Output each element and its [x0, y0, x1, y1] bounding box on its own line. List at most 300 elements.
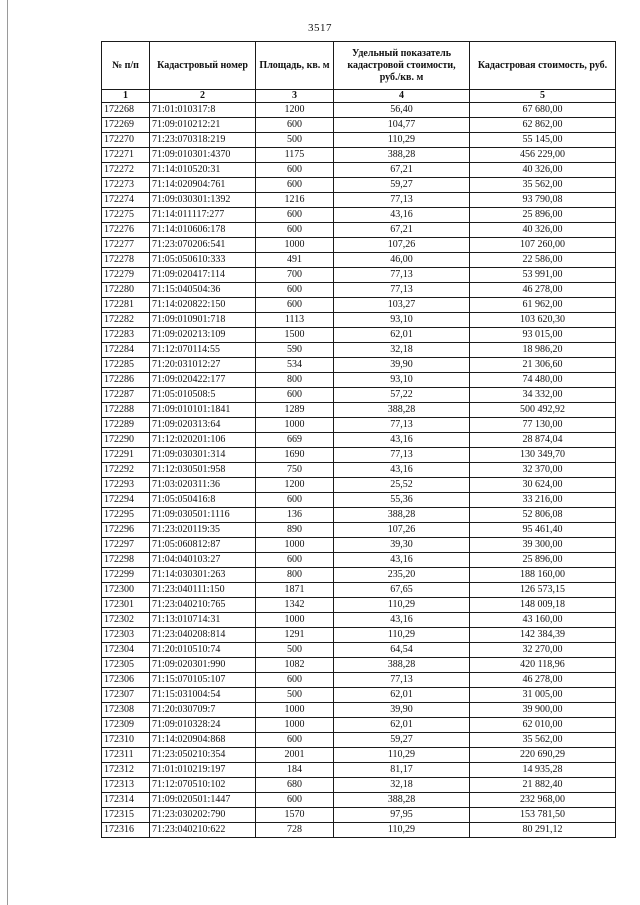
cadastral-number-cell: 71:12:070114:55 — [150, 343, 256, 358]
row-number-cell: 172309 — [102, 718, 150, 733]
area-cell: 890 — [256, 523, 334, 538]
cadastral-cost-cell: 77 130,00 — [470, 418, 616, 433]
column-number: 3 — [256, 90, 334, 103]
cadastral-cost-cell: 93 015,00 — [470, 328, 616, 343]
area-cell: 136 — [256, 508, 334, 523]
unit-value-cell: 110,29 — [334, 748, 470, 763]
cadastral-number-cell: 71:09:020213:109 — [150, 328, 256, 343]
row-number-cell: 172311 — [102, 748, 150, 763]
cadastral-number-cell: 71:04:040103:27 — [150, 553, 256, 568]
unit-value-cell: 110,29 — [334, 133, 470, 148]
unit-value-cell: 46,00 — [334, 253, 470, 268]
row-number-cell: 172276 — [102, 223, 150, 238]
table-row — [102, 328, 616, 343]
table-row — [102, 208, 616, 223]
cadastral-cost-cell: 21 882,40 — [470, 778, 616, 793]
unit-value-cell: 25,52 — [334, 478, 470, 493]
row-number-cell: 172310 — [102, 733, 150, 748]
cadastral-number-cell: 71:05:060812:87 — [150, 538, 256, 553]
area-cell: 500 — [256, 133, 334, 148]
area-cell: 590 — [256, 343, 334, 358]
cadastral-cost-cell: 46 278,00 — [470, 283, 616, 298]
row-number-cell: 172299 — [102, 568, 150, 583]
row-number-cell: 172272 — [102, 163, 150, 178]
unit-value-cell: 110,29 — [334, 628, 470, 643]
area-cell: 1175 — [256, 148, 334, 163]
header-row-number: № п/п — [102, 42, 150, 90]
unit-value-cell: 32,18 — [334, 343, 470, 358]
table-row — [102, 373, 616, 388]
cadastral-number-cell: 71:09:030301:1392 — [150, 193, 256, 208]
header-cadastral-cost: Кадастровая стоимость, руб. — [470, 42, 616, 90]
table-row — [102, 403, 616, 418]
unit-value-cell: 77,13 — [334, 193, 470, 208]
cadastral-number-cell: 71:23:070206:541 — [150, 238, 256, 253]
cadastral-number-cell: 71:14:010606:178 — [150, 223, 256, 238]
row-number-cell: 172281 — [102, 298, 150, 313]
area-cell: 1000 — [256, 718, 334, 733]
cadastral-number-cell: 71:14:020904:761 — [150, 178, 256, 193]
row-number-cell: 172286 — [102, 373, 150, 388]
area-cell: 1216 — [256, 193, 334, 208]
row-number-cell: 172287 — [102, 388, 150, 403]
row-number-cell: 172294 — [102, 493, 150, 508]
cadastral-number-cell: 71:12:020201:106 — [150, 433, 256, 448]
unit-value-cell: 43,16 — [334, 433, 470, 448]
table-row — [102, 148, 616, 163]
cadastral-cost-cell: 35 562,00 — [470, 178, 616, 193]
unit-value-cell: 388,28 — [334, 508, 470, 523]
column-number-row — [102, 90, 616, 103]
area-cell: 750 — [256, 463, 334, 478]
unit-value-cell: 62,01 — [334, 718, 470, 733]
unit-value-cell: 81,17 — [334, 763, 470, 778]
table-row — [102, 673, 616, 688]
cadastral-cost-cell: 25 896,00 — [470, 208, 616, 223]
header-area: Площадь, кв. м — [256, 42, 334, 90]
cadastral-cost-cell: 55 145,00 — [470, 133, 616, 148]
cadastral-cost-cell: 103 620,30 — [470, 313, 616, 328]
unit-value-cell: 67,65 — [334, 583, 470, 598]
table-row — [102, 133, 616, 148]
cadastral-number-cell: 71:20:030709:7 — [150, 703, 256, 718]
area-cell: 1000 — [256, 538, 334, 553]
table-row — [102, 268, 616, 283]
row-number-cell: 172297 — [102, 538, 150, 553]
cadastral-number-cell: 71:23:030202:790 — [150, 808, 256, 823]
table-row — [102, 238, 616, 253]
unit-value-cell: 56,40 — [334, 103, 470, 118]
unit-value-cell: 32,18 — [334, 778, 470, 793]
cadastral-number-cell: 71:23:040111:150 — [150, 583, 256, 598]
column-number: 2 — [150, 90, 256, 103]
area-cell: 1082 — [256, 658, 334, 673]
cadastral-cost-cell: 74 480,00 — [470, 373, 616, 388]
area-cell: 1570 — [256, 808, 334, 823]
area-cell: 800 — [256, 568, 334, 583]
unit-value-cell: 59,27 — [334, 178, 470, 193]
table-row — [102, 808, 616, 823]
unit-value-cell: 39,90 — [334, 703, 470, 718]
table-row — [102, 163, 616, 178]
area-cell: 1200 — [256, 478, 334, 493]
cadastral-number-cell: 71:14:020904:868 — [150, 733, 256, 748]
table-row — [102, 523, 616, 538]
cadastral-number-cell: 71:09:030301:314 — [150, 448, 256, 463]
scan-edge-line — [7, 0, 8, 905]
cadastral-number-cell: 71:15:040504:36 — [150, 283, 256, 298]
area-cell: 600 — [256, 388, 334, 403]
cadastral-cost-cell: 130 349,70 — [470, 448, 616, 463]
row-number-cell: 172305 — [102, 658, 150, 673]
unit-value-cell: 388,28 — [334, 148, 470, 163]
cadastral-number-cell: 71:09:020417:114 — [150, 268, 256, 283]
cadastral-number-cell: 71:15:031004:54 — [150, 688, 256, 703]
cadastral-cost-cell: 40 326,00 — [470, 163, 616, 178]
cadastral-cost-cell: 25 896,00 — [470, 553, 616, 568]
table-body — [102, 103, 616, 838]
area-cell: 600 — [256, 208, 334, 223]
cadastral-cost-cell: 80 291,12 — [470, 823, 616, 838]
row-number-cell: 172296 — [102, 523, 150, 538]
area-cell: 600 — [256, 673, 334, 688]
cadastral-cost-cell: 107 260,00 — [470, 238, 616, 253]
cadastral-cost-cell: 43 160,00 — [470, 613, 616, 628]
table-row — [102, 343, 616, 358]
row-number-cell: 172282 — [102, 313, 150, 328]
area-cell: 500 — [256, 688, 334, 703]
cadastral-number-cell: 71:12:030501:958 — [150, 463, 256, 478]
unit-value-cell: 103,27 — [334, 298, 470, 313]
unit-value-cell: 235,20 — [334, 568, 470, 583]
table-row — [102, 253, 616, 268]
column-number: 5 — [470, 90, 616, 103]
cadastral-number-cell: 71:20:010510:74 — [150, 643, 256, 658]
cadastral-number-cell: 71:12:070510:102 — [150, 778, 256, 793]
cadastral-cost-cell: 62 862,00 — [470, 118, 616, 133]
area-cell: 600 — [256, 553, 334, 568]
cadastral-cost-cell: 153 781,50 — [470, 808, 616, 823]
header-cadastral-number: Кадастровый номер — [150, 42, 256, 90]
table-row — [102, 553, 616, 568]
table-row — [102, 703, 616, 718]
row-number-cell: 172274 — [102, 193, 150, 208]
area-cell: 534 — [256, 358, 334, 373]
cadastral-number-cell: 71:14:010520:31 — [150, 163, 256, 178]
cadastral-cost-cell: 95 461,40 — [470, 523, 616, 538]
cadastral-number-cell: 71:09:010101:1841 — [150, 403, 256, 418]
table-row — [102, 718, 616, 733]
cadastral-number-cell: 71:23:040210:622 — [150, 823, 256, 838]
table-header-row — [102, 42, 616, 90]
cadastral-cost-cell: 33 216,00 — [470, 493, 616, 508]
cadastral-number-cell: 71:23:040210:765 — [150, 598, 256, 613]
table-row — [102, 613, 616, 628]
cadastral-number-cell: 71:09:010301:4370 — [150, 148, 256, 163]
row-number-cell: 172290 — [102, 433, 150, 448]
unit-value-cell: 77,13 — [334, 268, 470, 283]
table-row — [102, 193, 616, 208]
area-cell: 800 — [256, 373, 334, 388]
table-row — [102, 733, 616, 748]
cadastral-cost-cell: 32 270,00 — [470, 643, 616, 658]
table-row — [102, 103, 616, 118]
table-row — [102, 763, 616, 778]
table-row — [102, 388, 616, 403]
cadastral-cost-cell: 420 118,96 — [470, 658, 616, 673]
table-row — [102, 568, 616, 583]
cadastral-cost-cell: 46 278,00 — [470, 673, 616, 688]
row-number-cell: 172314 — [102, 793, 150, 808]
cadastral-cost-cell: 62 010,00 — [470, 718, 616, 733]
row-number-cell: 172284 — [102, 343, 150, 358]
area-cell: 700 — [256, 268, 334, 283]
row-number-cell: 172279 — [102, 268, 150, 283]
row-number-cell: 172283 — [102, 328, 150, 343]
area-cell: 600 — [256, 178, 334, 193]
cadastral-cost-cell: 22 586,00 — [470, 253, 616, 268]
cadastral-number-cell: 71:03:020311:36 — [150, 478, 256, 493]
table-row — [102, 223, 616, 238]
table-row — [102, 298, 616, 313]
cadastral-number-cell: 71:05:010508:5 — [150, 388, 256, 403]
unit-value-cell: 93,10 — [334, 373, 470, 388]
cadastral-cost-cell: 28 874,04 — [470, 433, 616, 448]
unit-value-cell: 93,10 — [334, 313, 470, 328]
area-cell: 600 — [256, 283, 334, 298]
area-cell: 1690 — [256, 448, 334, 463]
unit-value-cell: 64,54 — [334, 643, 470, 658]
cadastral-cost-cell: 21 306,60 — [470, 358, 616, 373]
area-cell: 1291 — [256, 628, 334, 643]
cadastral-cost-cell: 126 573,15 — [470, 583, 616, 598]
row-number-cell: 172307 — [102, 688, 150, 703]
cadastral-number-cell: 71:14:011117:277 — [150, 208, 256, 223]
table-row — [102, 508, 616, 523]
cadastral-cost-cell: 148 009,18 — [470, 598, 616, 613]
table-row — [102, 313, 616, 328]
area-cell: 600 — [256, 493, 334, 508]
cadastral-cost-cell: 52 806,08 — [470, 508, 616, 523]
cadastral-cost-cell: 18 986,20 — [470, 343, 616, 358]
unit-value-cell: 39,30 — [334, 538, 470, 553]
cadastral-number-cell: 71:14:030301:263 — [150, 568, 256, 583]
row-number-cell: 172268 — [102, 103, 150, 118]
cadastral-cost-cell: 31 005,00 — [470, 688, 616, 703]
area-cell: 1000 — [256, 418, 334, 433]
cadastral-cost-cell: 40 326,00 — [470, 223, 616, 238]
cadastral-number-cell: 71:05:050416:8 — [150, 493, 256, 508]
area-cell: 600 — [256, 118, 334, 133]
unit-value-cell: 77,13 — [334, 448, 470, 463]
table-row — [102, 448, 616, 463]
unit-value-cell: 39,90 — [334, 358, 470, 373]
cadastral-cost-cell: 53 991,00 — [470, 268, 616, 283]
row-number-cell: 172295 — [102, 508, 150, 523]
row-number-cell: 172292 — [102, 463, 150, 478]
table-row — [102, 583, 616, 598]
unit-value-cell: 43,16 — [334, 208, 470, 223]
table-row — [102, 748, 616, 763]
cadastral-value-table — [101, 41, 616, 838]
area-cell: 600 — [256, 298, 334, 313]
row-number-cell: 172303 — [102, 628, 150, 643]
cadastral-cost-cell: 220 690,29 — [470, 748, 616, 763]
row-number-cell: 172273 — [102, 178, 150, 193]
area-cell: 1289 — [256, 403, 334, 418]
table-row — [102, 628, 616, 643]
unit-value-cell: 43,16 — [334, 553, 470, 568]
unit-value-cell: 77,13 — [334, 283, 470, 298]
area-cell: 728 — [256, 823, 334, 838]
unit-value-cell: 77,13 — [334, 673, 470, 688]
cadastral-number-cell: 71:09:020313:64 — [150, 418, 256, 433]
cadastral-cost-cell: 34 332,00 — [470, 388, 616, 403]
unit-value-cell: 55,36 — [334, 493, 470, 508]
row-number-cell: 172278 — [102, 253, 150, 268]
table-row — [102, 493, 616, 508]
area-cell: 500 — [256, 643, 334, 658]
table-row — [102, 118, 616, 133]
unit-value-cell: 97,95 — [334, 808, 470, 823]
unit-value-cell: 67,21 — [334, 223, 470, 238]
page-number: 3517 — [308, 22, 332, 34]
area-cell: 1113 — [256, 313, 334, 328]
table-row — [102, 358, 616, 373]
cadastral-cost-cell: 93 790,08 — [470, 193, 616, 208]
area-cell: 600 — [256, 733, 334, 748]
table-row — [102, 538, 616, 553]
cadastral-cost-cell: 35 562,00 — [470, 733, 616, 748]
row-number-cell: 172304 — [102, 643, 150, 658]
area-cell: 1871 — [256, 583, 334, 598]
cadastral-number-cell: 71:20:031012:27 — [150, 358, 256, 373]
row-number-cell: 172316 — [102, 823, 150, 838]
table-row — [102, 778, 616, 793]
row-number-cell: 172300 — [102, 583, 150, 598]
cadastral-cost-cell: 32 370,00 — [470, 463, 616, 478]
cadastral-number-cell: 71:09:020422:177 — [150, 373, 256, 388]
unit-value-cell: 107,26 — [334, 523, 470, 538]
cadastral-number-cell: 71:01:010317:8 — [150, 103, 256, 118]
unit-value-cell: 388,28 — [334, 403, 470, 418]
unit-value-cell: 43,16 — [334, 613, 470, 628]
unit-value-cell: 57,22 — [334, 388, 470, 403]
table-row — [102, 688, 616, 703]
row-number-cell: 172280 — [102, 283, 150, 298]
row-number-cell: 172270 — [102, 133, 150, 148]
unit-value-cell: 67,21 — [334, 163, 470, 178]
table-row — [102, 643, 616, 658]
cadastral-cost-cell: 500 492,92 — [470, 403, 616, 418]
cadastral-number-cell: 71:09:010212:21 — [150, 118, 256, 133]
cadastral-cost-cell: 67 680,00 — [470, 103, 616, 118]
row-number-cell: 172285 — [102, 358, 150, 373]
row-number-cell: 172293 — [102, 478, 150, 493]
row-number-cell: 172298 — [102, 553, 150, 568]
unit-value-cell: 107,26 — [334, 238, 470, 253]
row-number-cell: 172312 — [102, 763, 150, 778]
cadastral-cost-cell: 61 962,00 — [470, 298, 616, 313]
cadastral-number-cell: 71:13:010714:31 — [150, 613, 256, 628]
unit-value-cell: 59,27 — [334, 733, 470, 748]
row-number-cell: 172289 — [102, 418, 150, 433]
area-cell: 600 — [256, 223, 334, 238]
cadastral-cost-cell: 14 935,28 — [470, 763, 616, 778]
area-cell: 491 — [256, 253, 334, 268]
table-row — [102, 823, 616, 838]
cadastral-number-cell: 71:01:010219:197 — [150, 763, 256, 778]
row-number-cell: 172269 — [102, 118, 150, 133]
table-row — [102, 658, 616, 673]
cadastral-number-cell: 71:15:070105:107 — [150, 673, 256, 688]
unit-value-cell: 388,28 — [334, 658, 470, 673]
cadastral-cost-cell: 188 160,00 — [470, 568, 616, 583]
row-number-cell: 172306 — [102, 673, 150, 688]
table-row — [102, 478, 616, 493]
cadastral-number-cell: 71:23:040208:814 — [150, 628, 256, 643]
unit-value-cell: 388,28 — [334, 793, 470, 808]
area-cell: 184 — [256, 763, 334, 778]
header-unit-value: Удельный показатель кадастровой стоимости, руб./кв. м — [334, 42, 470, 90]
area-cell: 600 — [256, 793, 334, 808]
cadastral-cost-cell: 39 300,00 — [470, 538, 616, 553]
unit-value-cell: 110,29 — [334, 598, 470, 613]
cadastral-number-cell: 71:23:070318:219 — [150, 133, 256, 148]
unit-value-cell: 77,13 — [334, 418, 470, 433]
cadastral-number-cell: 71:09:010901:718 — [150, 313, 256, 328]
row-number-cell: 172275 — [102, 208, 150, 223]
unit-value-cell: 43,16 — [334, 463, 470, 478]
table-row — [102, 433, 616, 448]
area-cell: 600 — [256, 163, 334, 178]
cadastral-number-cell: 71:09:010328:24 — [150, 718, 256, 733]
area-cell: 1000 — [256, 238, 334, 253]
table-row — [102, 463, 616, 478]
unit-value-cell: 104,77 — [334, 118, 470, 133]
row-number-cell: 172291 — [102, 448, 150, 463]
row-number-cell: 172313 — [102, 778, 150, 793]
cadastral-number-cell: 71:14:020822:150 — [150, 298, 256, 313]
cadastral-number-cell: 71:05:050610:333 — [150, 253, 256, 268]
cadastral-cost-cell: 456 229,00 — [470, 148, 616, 163]
cadastral-cost-cell: 232 968,00 — [470, 793, 616, 808]
area-cell: 680 — [256, 778, 334, 793]
area-cell: 1342 — [256, 598, 334, 613]
row-number-cell: 172315 — [102, 808, 150, 823]
table-row — [102, 418, 616, 433]
table-row — [102, 793, 616, 808]
unit-value-cell: 62,01 — [334, 328, 470, 343]
unit-value-cell: 62,01 — [334, 688, 470, 703]
cadastral-cost-cell: 30 624,00 — [470, 478, 616, 493]
column-number: 4 — [334, 90, 470, 103]
cadastral-cost-cell: 142 384,39 — [470, 628, 616, 643]
table-row — [102, 598, 616, 613]
area-cell: 1500 — [256, 328, 334, 343]
row-number-cell: 172271 — [102, 148, 150, 163]
row-number-cell: 172308 — [102, 703, 150, 718]
cadastral-number-cell: 71:09:020501:1447 — [150, 793, 256, 808]
area-cell: 2001 — [256, 748, 334, 763]
unit-value-cell: 110,29 — [334, 823, 470, 838]
cadastral-number-cell: 71:09:020301:990 — [150, 658, 256, 673]
area-cell: 669 — [256, 433, 334, 448]
area-cell: 1000 — [256, 613, 334, 628]
cadastral-number-cell: 71:23:050210:354 — [150, 748, 256, 763]
column-number: 1 — [102, 90, 150, 103]
area-cell: 1000 — [256, 703, 334, 718]
